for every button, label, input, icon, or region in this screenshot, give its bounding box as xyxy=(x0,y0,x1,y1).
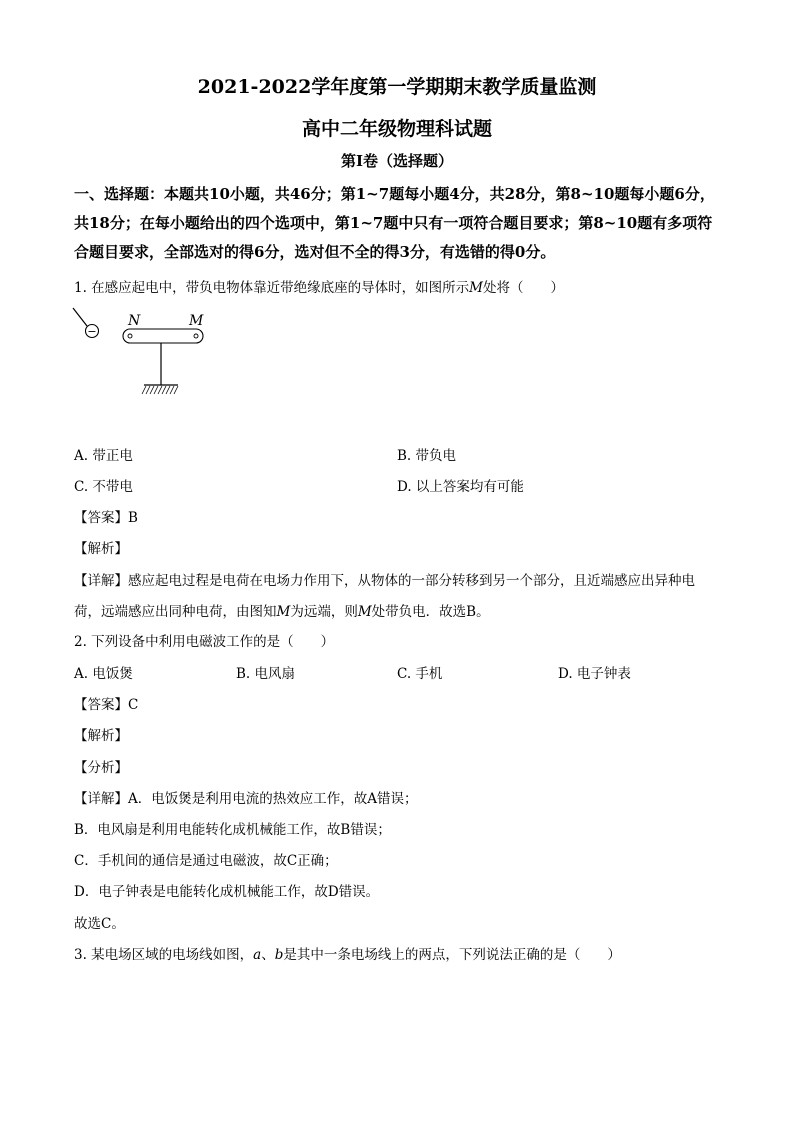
q2-detail-a: 【详解】A．电饭煲是利用电流的热效应工作，故A错误； xyxy=(74,791,418,807)
induction-figure xyxy=(70,302,220,402)
q1-analysis-tag: 【解析】 xyxy=(74,541,128,557)
conductor-body xyxy=(123,329,203,343)
q2-conclusion: 故选C。 xyxy=(74,916,125,932)
q1-option-d: D. 以上答案均有可能 xyxy=(397,479,524,495)
section-instructions: 一、选择题：本题共10小题，共46分；第1~7题每小题4分，共28分，第8~10题每小题6分，共18分；在每小题给出的四个选项中，第1~7题中只有一项符合题目要求；第8~10题有多项符合题目要求，全部选对的得6分，选对但不全的得3分，有选错的得0分。 xyxy=(74,185,715,261)
q1-detail-line-1: 【详解】感应起电过程是电荷在电场力作用下，从物体的一部分转移到另一个部分，且近端感应出异种电 xyxy=(74,573,695,589)
q1-option-c: C. 不带电 xyxy=(74,479,133,495)
q2-detail-c: C．手机间的通信是通过电磁波，故C正确； xyxy=(74,853,338,869)
q2-analysis-tag: 【解析】 xyxy=(74,728,128,744)
exam-title: 2021-2022学年度第一学期期末教学质量监测 xyxy=(197,76,597,98)
label-n: N xyxy=(128,313,141,329)
volume-heading: 第Ⅰ卷（选择题） xyxy=(340,152,454,170)
question-1-stem: 1. 在感应起电中，带负电物体靠近带绝缘底座的导体时，如图所示M处将（ ） xyxy=(74,280,564,296)
question-2-stem: 2. 下列设备中利用电磁波工作的是（ ） xyxy=(74,634,335,650)
q2-option-d: D. 电子钟表 xyxy=(558,666,631,682)
q1-option-b: B. 带负电 xyxy=(397,448,457,464)
q1-answer: 【答案】B xyxy=(74,510,138,526)
question-3-stem: 3. 某电场区域的电场线如图，a、b是其中一条电场线上的两点，下列说法正确的是（ ） xyxy=(74,947,621,963)
q2-answer: 【答案】C xyxy=(74,697,139,713)
label-m: M xyxy=(189,313,204,329)
q2-option-b: B. 电风扇 xyxy=(236,666,296,682)
exam-subtitle: 高中二年级物理科试题 xyxy=(301,118,492,140)
q2-fenxi-tag: 【分析】 xyxy=(74,760,128,776)
q1-detail-line-2: 荷，远端感应出同种电荷，由图知M为远端，则M处带负电．故选B。 xyxy=(74,604,490,620)
q2-option-a: A. 电饭煲 xyxy=(74,666,133,682)
q2-detail-d: D．电子钟表是电能转化成机械能工作，故D错误。 xyxy=(74,884,380,900)
q2-option-c: C. 手机 xyxy=(397,666,443,682)
charged-rod xyxy=(73,308,87,326)
charge-sign: − xyxy=(87,325,97,338)
q2-detail-b: B．电风扇是利用电能转化成机械能工作，故B错误； xyxy=(74,822,391,838)
q1-option-a: A. 带正电 xyxy=(74,448,133,464)
